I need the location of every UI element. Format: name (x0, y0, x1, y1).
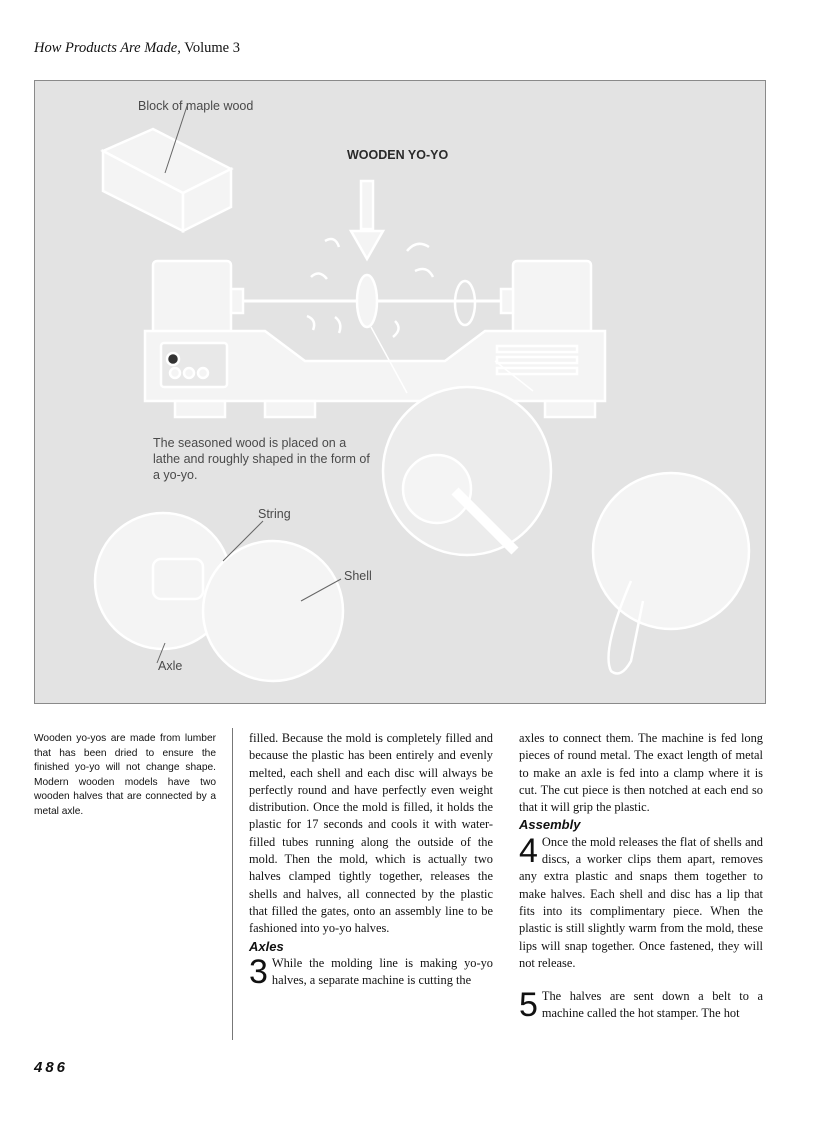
step-5-number: 5 (519, 986, 538, 1025)
section-heading-axles: Axles (249, 938, 284, 954)
step-5 (519, 988, 763, 1023)
book-title: How Products Are Made, (34, 40, 181, 56)
label-lathe-description: The seasoned wood is placed on a lathe and roughly shaped in the form of a yo-yo. (153, 436, 370, 482)
label-shell: Shell (344, 569, 372, 583)
step-5-text: The halves are sent down a belt to a machine called the hot stamper. The hot (541, 989, 763, 1021)
page-number: 486 (34, 1059, 69, 1076)
volume-label: Volume 3 (180, 40, 240, 56)
figure-caption: Wooden yo-yos are made from lumber that has been dried to ensure the finished yo-yo will not change shape. Modern wooden models have two wooden halves that are connected by a metal axle. (34, 733, 216, 817)
finished-yoyo (593, 473, 749, 673)
section-heading-assembly: Assembly (519, 817, 581, 833)
text-column-right (519, 730, 763, 1023)
label-string: String (258, 507, 291, 521)
step-4-text: Once the mold releases the flat of shells and discs, a worker clips them apart, removes any extra plastic and snaps them together to make halves. Each shell and disc has a lip that fits into its complimentary piece. When the plastic is still slightly warm from the mold, these lips will snap together. Once fastened, they will not release. (519, 834, 763, 970)
text-column-middle (249, 730, 493, 989)
column-divider (232, 728, 233, 1040)
label-maple-wood: Block of maple wood (138, 99, 254, 113)
lathe-drawing (35, 81, 765, 703)
yoyo-illustration (34, 80, 766, 704)
exploded-yoyo (95, 513, 343, 681)
figure-title: WOODEN YO-YO (347, 148, 449, 162)
maple-block (103, 129, 231, 231)
step-3-number: 3 (249, 952, 268, 991)
step-4 (519, 831, 763, 972)
step-4-number: 4 (519, 831, 538, 870)
running-header (34, 40, 240, 57)
label-axle: Axle (158, 659, 183, 673)
step-3 (249, 952, 493, 991)
body-paragraph: axles to connect them. The machine is fed long pieces of round metal. The exact length of metal to make an axle is fed into a clamp where it is cut. The cut piece is then notched at each end so that it will grip the plastic. (519, 731, 763, 815)
step-3-text: While the molding line is making yo-yo halves, a separate machine is cutting the (271, 955, 493, 988)
body-paragraph: filled. Because the mold is completely filled and because the plastic has been entirely and evenly melted, each shell and each disc will always be perfectly round and have perfectly even weight distribution. Once the mold is filled, it holds the plastic for 17 seconds and cools it with water-filled tubes running along the outside of the mold. Then the mold, which is actually two halves clamped tightly together, releases the shells and halves, all connected by the plastic that filled the gates, onto an assembly line to be fashioned into yo-yo halves. (249, 731, 493, 936)
